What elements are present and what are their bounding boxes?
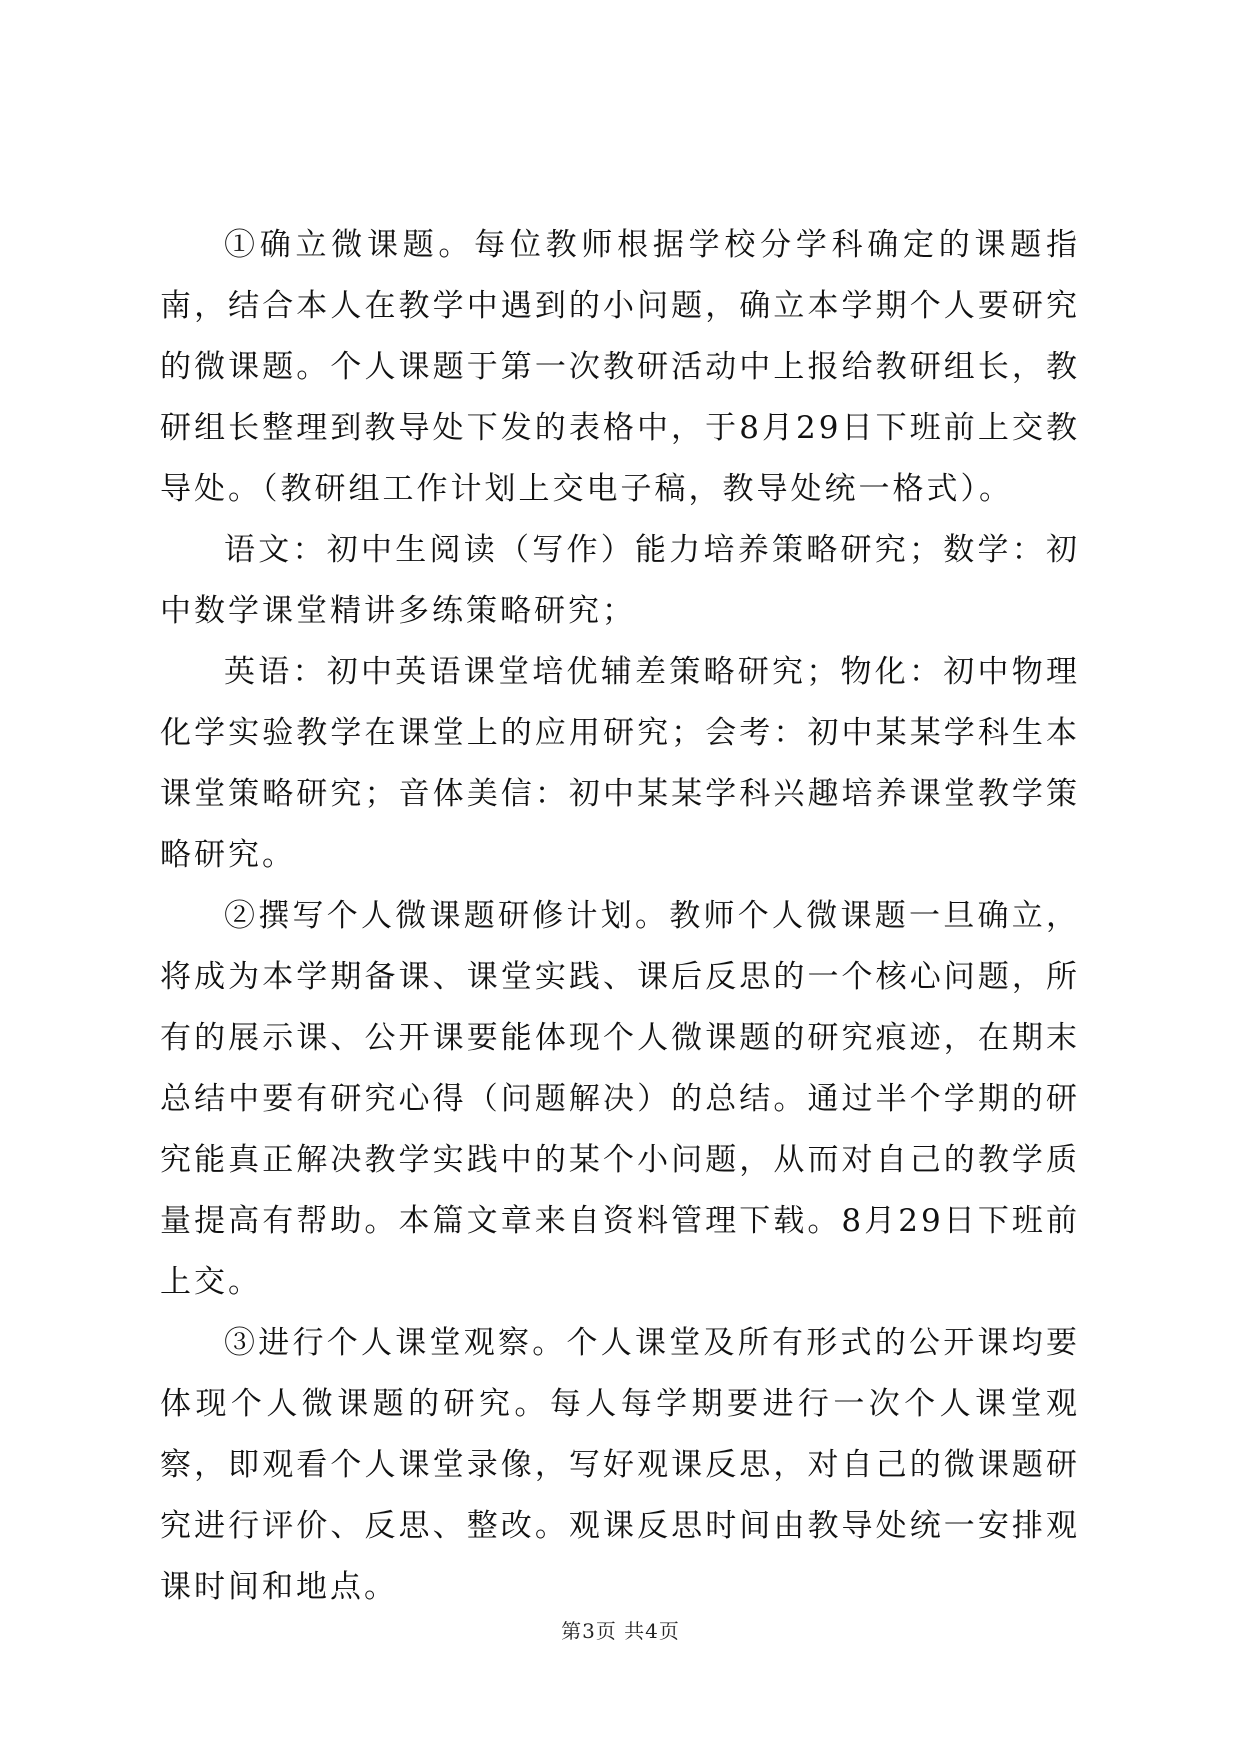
paragraph-5: ③进行个人课堂观察。个人课堂及所有形式的公开课均要体现个人微课题的研究。每人每学期要进行一次个人课堂观察，即观看个人课堂录像，写好观课反思，对自己的微课题研究进行评价、反思、整改。观课反思时间由教导处统一安排观课时间和地点。 (160, 1325, 1080, 1605)
document-body (160, 215, 1080, 1618)
paragraph-2: 语文：初中生阅读（写作）能力培养策略研究；数学：初中数学课堂精讲多练策略研究； (160, 532, 1080, 629)
paragraph-3: 英语：初中英语课堂培优辅差策略研究；物化：初中物理化学实验教学在课堂上的应用研究；会考：初中某某学科生本课堂策略研究；音体美信：初中某某学科兴趣培养课堂教学策略研究。 (160, 654, 1080, 873)
page-number-label: 第3页 共4页 (561, 1619, 680, 1643)
page-footer (0, 1615, 1241, 1644)
paragraph-1: ①确立微课题。每位教师根据学校分学科确定的课题指南，结合本人在教学中遇到的小问题，确立本学期个人要研究的微课题。个人课题于第一次教研活动中上报给教研组长，教研组长整理到教导处下发的表格中，于8月29日下班前上交教导处。（教研组工作计划上交电子稿，教导处统一格式）。 (160, 227, 1080, 507)
paragraph-4: ②撰写个人微课题研修计划。教师个人微课题一旦确立，将成为本学期备课、课堂实践、课后反思的一个核心问题，所有的展示课、公开课要能体现个人微课题的研究痕迹，在期末总结中要有研究心得（问题解决）的总结。通过半个学期的研究能真正解决教学实践中的某个小问题，从而对自己的教学质量提高有帮助。本篇文章来自资料管理下载。8月29日下班前上交。 (160, 898, 1080, 1300)
